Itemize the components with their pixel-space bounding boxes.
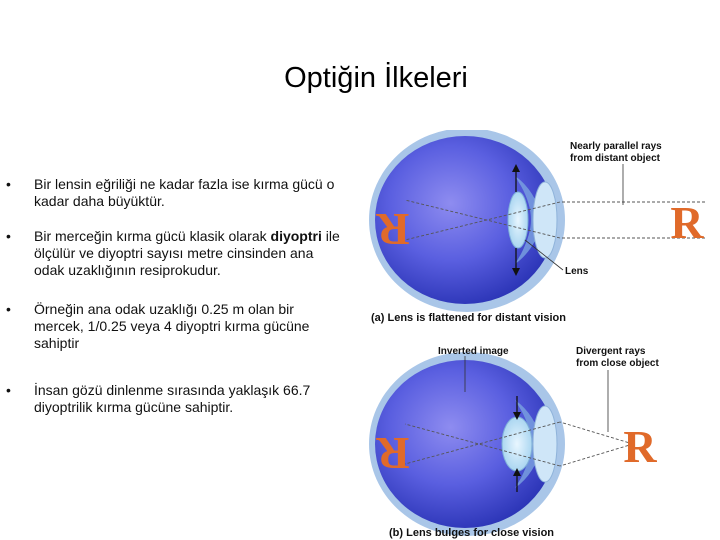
bottom-eye-panel <box>369 346 659 539</box>
bullet-item <box>6 176 346 210</box>
lens-label: Lens <box>565 266 589 277</box>
top-rays-label-line2: from distant object <box>570 153 661 164</box>
eye-diagram-svg <box>365 130 720 540</box>
bottom-caption: (b) Lens bulges for close vision <box>389 527 555 539</box>
bottom-lens <box>502 417 532 471</box>
bullet-dot-icon: • <box>6 228 11 244</box>
bullet-dot-icon: • <box>6 382 11 398</box>
eye-accommodation-figure <box>365 130 720 540</box>
top-lens <box>508 192 528 248</box>
bullet-text: İnsan gözü dinlenme sırasında yaklaşık 66.7 diyoptrilik kırma gücüne sahiptir. <box>34 382 311 415</box>
top-rays-label-line1: Nearly parallel rays <box>570 141 662 152</box>
top-cornea <box>533 182 557 258</box>
inverted-image-label: Inverted image <box>438 346 509 357</box>
top-image-letter: R <box>376 204 410 255</box>
divergent-rays-label-line1: Divergent rays <box>576 346 646 357</box>
bullet-dot-icon: • <box>6 301 11 317</box>
divergent-rays-label-line2: from close object <box>576 358 659 369</box>
bullet-item <box>6 228 346 279</box>
bottom-ray-line <box>560 444 633 466</box>
bullet-item <box>6 382 346 416</box>
bullet-item <box>6 301 346 352</box>
top-object-letter: R <box>670 197 704 248</box>
bullet-text-end: ile ölçülür ve diyoptri sayısı metre cinsinden ana odak uzaklığının resiprokudur. <box>34 228 340 278</box>
bottom-object-letter: R <box>623 421 657 472</box>
bullet-text: Bir lensin eğriliği ne kadar fazla ise kırma gücü o kadar daha büyüktür. <box>34 176 335 209</box>
slide-title: Optiğin İlkeleri <box>284 62 468 94</box>
bottom-ray-line <box>560 422 633 444</box>
bullet-text-bold: diyoptri <box>270 228 322 244</box>
top-caption: (a) Lens is flattened for distant vision <box>371 312 566 324</box>
top-eye-panel <box>369 130 705 324</box>
bullet-text-start: Bir merceğin kırma gücü klasik olarak <box>34 228 271 244</box>
bullet-list <box>6 176 346 434</box>
bullet-text: Örneğin ana odak uzaklığı 0.25 m olan bir mercek, 1/0.25 veya 4 diyoptri kırma gücüne sahiptir <box>34 301 310 351</box>
bottom-image-letter: R <box>376 428 410 479</box>
bullet-dot-icon: • <box>6 176 11 192</box>
bottom-cornea <box>533 406 557 482</box>
